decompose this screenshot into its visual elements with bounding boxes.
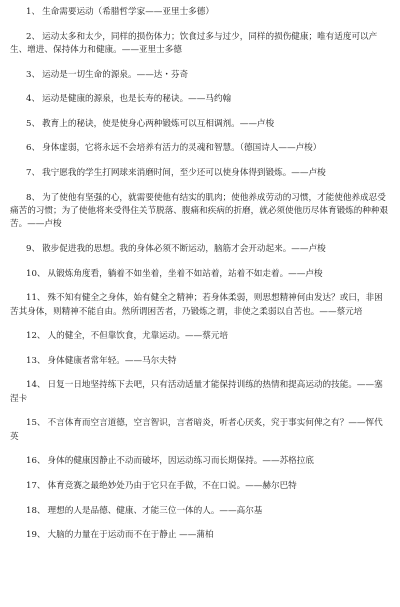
quote-item <box>10 118 390 131</box>
quote-number: 10、 <box>26 268 46 279</box>
quote-text: 大脑的力量在于运动而不在于静止 ——蒲柏 <box>47 530 214 541</box>
quote-text: 为了使他有坚强的心，就需要使他有结实的肌肉；使他养成劳动的习惯，才能使他养成忍受痛苦的习惯；为了使他将来受得住关节脱落、腹痛和疾病的折磨，就必须使他历尽体育锻炼的种种艰苦。——卢梭 <box>10 192 389 230</box>
quote-number: 16、 <box>26 456 46 467</box>
quote-text: 不言体育而空言道德，空言智识，言者暗炎，听者心厌炙，究于事实何俾之有？——恽代英 <box>10 418 383 442</box>
quote-text: 体育竞赛之最绝妙处乃由于它只在手做，不在口说。——赫尔巴特 <box>47 480 297 491</box>
quote-item <box>10 417 390 444</box>
quote-item <box>10 480 390 493</box>
quote-text: 运动是健康的源泉，也是长寿的秘诀。——马约翰 <box>42 94 232 105</box>
quote-text: 人的健全，不但靠饮食，尤靠运动。——蔡元培 <box>47 331 229 342</box>
quote-text: 教育上的秘诀，使是使身心两种锻炼可以互相调剂。——卢梭 <box>42 118 275 129</box>
quote-number: 9、 <box>26 243 41 254</box>
quote-item <box>10 330 390 343</box>
quote-item <box>10 6 390 19</box>
quote-text: 生命需要运动（希腊哲学家——亚里士多德） <box>42 7 214 17</box>
quote-item <box>10 268 390 281</box>
quote-number: 15、 <box>26 418 46 429</box>
quote-item <box>10 455 390 468</box>
quote-text: 运动是一切生命的源泉。——达・芬奇 <box>42 69 189 80</box>
quote-text: 散步促进我的思想。我的身体必须不断运动，脑筋才会开动起来。——卢梭 <box>42 243 326 254</box>
quote-item <box>10 243 390 256</box>
quote-number: 18、 <box>26 505 46 516</box>
quote-number: 13、 <box>26 355 46 366</box>
quote-text: 从锻炼角度看，躺着不如坐着，坐着不如站着，站着不如走着。——卢梭 <box>47 268 323 279</box>
quote-item <box>10 93 390 106</box>
quote-item <box>10 355 390 368</box>
quote-item <box>10 31 390 58</box>
quote-text: 我宁愿我的学生打网球来消磨时间，至少还可以使身体得到锻炼。——卢梭 <box>42 167 326 178</box>
quote-text: 日复一日地坚持练下去吧，只有活动适量才能保持训练的热情和提高运动的技能。——塞涅卡 <box>10 380 383 404</box>
quote-item <box>10 69 390 82</box>
quote-text: 理想的人是品德、健康、才能三位一体的人。——高尔基 <box>47 505 263 516</box>
quote-item <box>10 292 390 319</box>
quote-number: 12、 <box>26 331 46 342</box>
quote-number: 17、 <box>26 480 46 491</box>
quote-item <box>10 192 390 232</box>
quote-number: 6、 <box>26 143 41 154</box>
quote-number: 2、 <box>26 31 41 42</box>
quote-item <box>10 529 390 542</box>
quote-number: 8、 <box>26 192 41 203</box>
quote-text: 身体虚弱，它将永远不会培养有活力的灵魂和智慧。（德国诗人——卢梭） <box>42 143 322 154</box>
quote-number: 11、 <box>26 293 46 304</box>
quote-number: 5、 <box>26 118 41 129</box>
quote-item <box>10 142 390 155</box>
quote-item <box>10 167 390 180</box>
quote-item <box>10 505 390 518</box>
quote-item <box>10 379 390 406</box>
quote-number: 1、 <box>26 7 41 17</box>
quote-number: 19、 <box>26 530 46 541</box>
quote-text: 殊不知有健全之身体，始有健全之精神；若身体柔弱，则思想精神何由发达？或曰，非困苦其身体，则精神不能自由。然所谓困苦者，乃锻炼之谓，非使之柔弱以自苦也。——蔡元培 <box>10 293 383 317</box>
quote-list <box>10 6 390 543</box>
quote-text: 运动太多和太少，同样的损伤体力；饮食过多与过少，同样的损伤健康；唯有适度可以产生、增进、保持体力和健康。——亚里士多德 <box>10 31 378 55</box>
quote-text: 身体健康者常年轻。——马尔夫特 <box>47 355 177 366</box>
quote-number: 4、 <box>26 94 41 105</box>
quote-text: 身体的健康因静止不动而破坏，因运动练习而长期保持。——苏格拉底 <box>47 456 314 467</box>
quote-number: 14、 <box>26 380 46 391</box>
quote-number: 7、 <box>26 167 41 178</box>
quote-number: 3、 <box>26 69 41 80</box>
